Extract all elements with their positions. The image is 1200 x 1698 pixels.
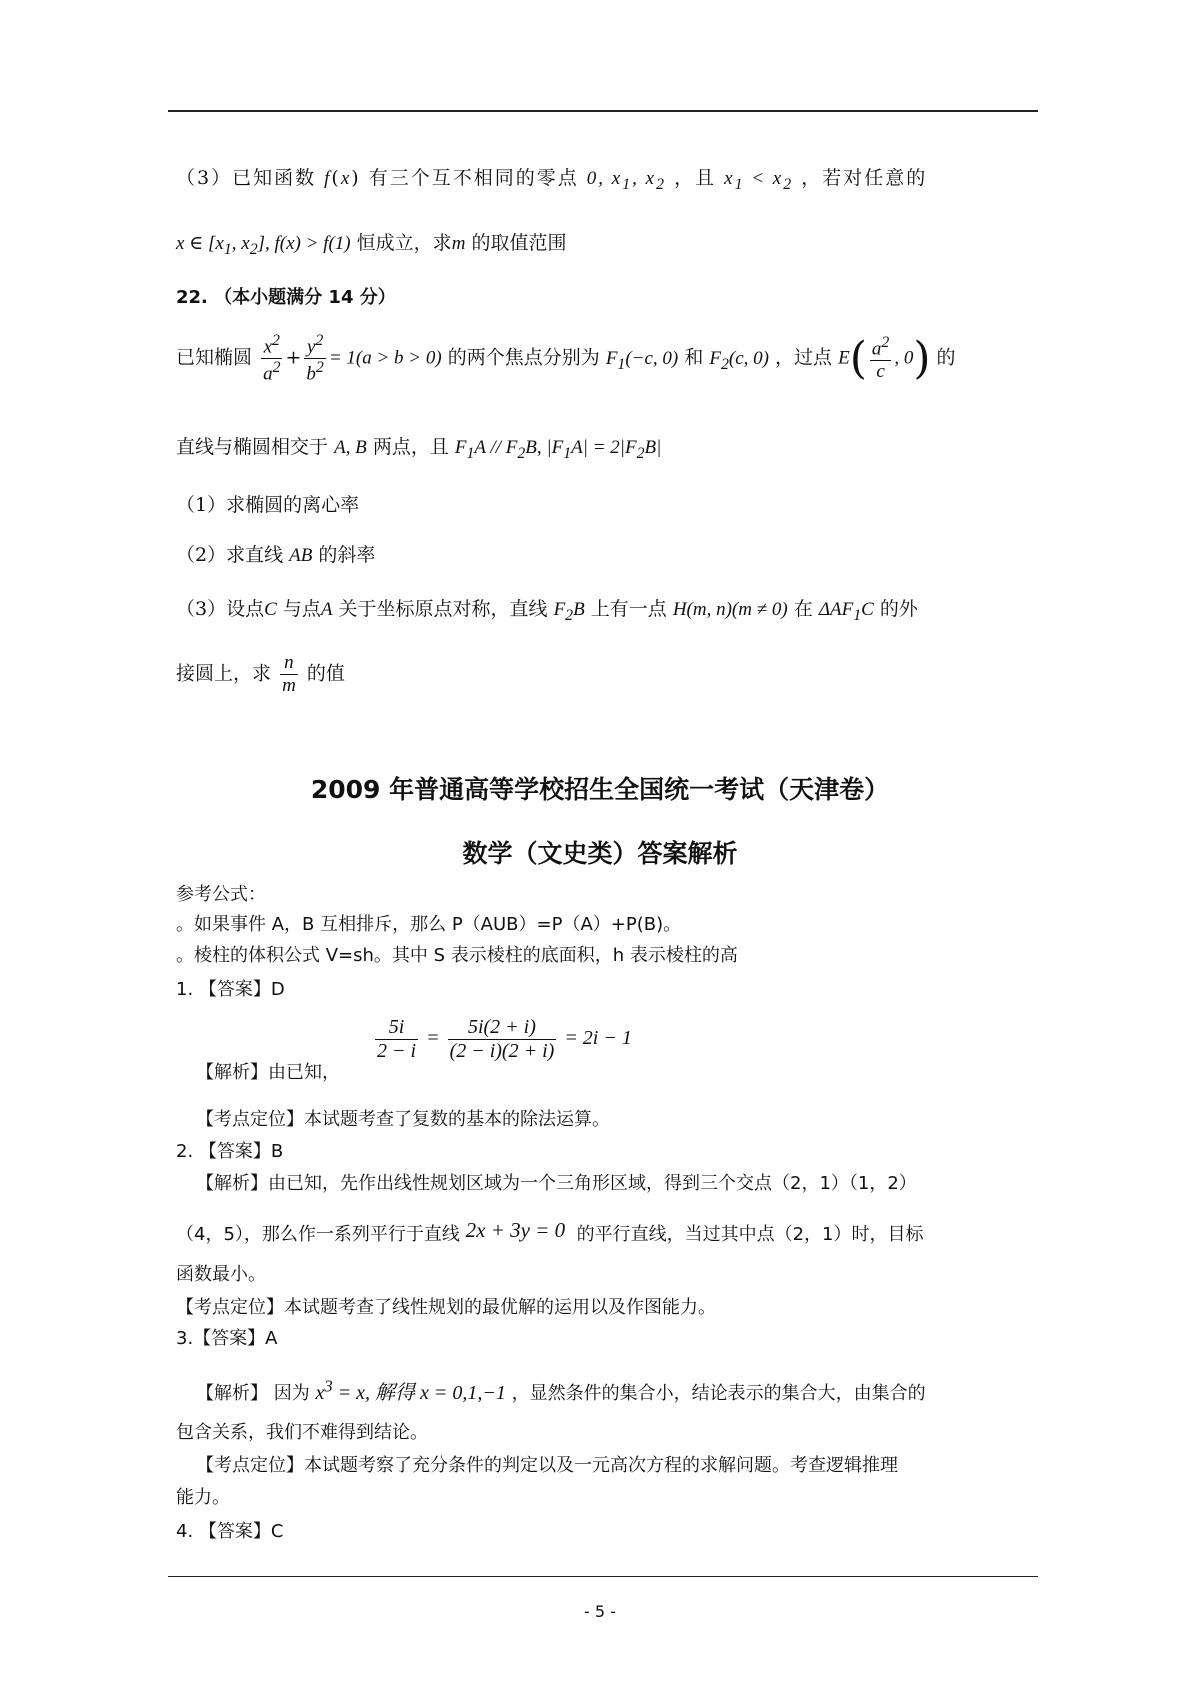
answer-3-point-2: 能力。	[176, 1487, 230, 1508]
math-triangle: $\Delta AF_1C$	[818, 599, 874, 624]
frac-a2-c: $\frac{a^2}{c}$	[871, 334, 890, 383]
math-x1-lt-x2: $x_1 < x_2$	[724, 168, 794, 193]
q22-part1: （1）求椭圆的离心率	[176, 494, 360, 516]
footer-rule	[168, 1576, 1038, 1577]
math-zeros: 0, $x_1$, $x_2$	[586, 168, 667, 193]
math-E: E	[838, 347, 850, 369]
math-parallel: $F_1A // F_2B$, $|F_1A| = 2|F_2B|$	[454, 437, 662, 462]
answer-2: 2. 【答案】B	[176, 1141, 284, 1162]
ref-heading: 参考公式：	[176, 884, 266, 905]
math-AB: A, B	[334, 437, 367, 458]
answer-1: 1. 【答案】D	[176, 979, 285, 1000]
q22-heading: 22. （本小题满分 14 分）	[176, 287, 396, 308]
answer-3: 3.【答案】A	[176, 1328, 278, 1349]
ref-formula-2: 。棱柱的体积公式 V=sh。其中 S 表示棱柱的底面积，h 表示棱柱的高	[176, 945, 738, 966]
q21-part3-line2: x ∈ [$x_1$, $x_2$], f(x) > f(1) 恒成立，求m 的取值范围	[176, 232, 567, 258]
answer-3-analysis-1: 【解析】 因为 $x^3 = x$, 解得 x = 0,1,−1 ，显然条件的集合小，结论表示的集合大，由集合的	[196, 1376, 926, 1404]
math-H: H(m, n)(m ≠ 0)	[672, 599, 788, 620]
q22-part2: （2）求直线 AB 的斜率	[176, 544, 376, 566]
answer-3-analysis-2: 包含关系，我们不难得到结论。	[176, 1422, 428, 1443]
q21-part3-line1: （3）已知函数 f(x) 有三个互不相同的零点 0, $x_1$, $x_2$ ，且 $x_1 < x_2$ ，若对任意的	[176, 167, 928, 193]
math-x3: $x^3 = x$, 解得 x = 0,1,−1	[315, 1376, 506, 1404]
answer-subtitle: 数学（文史类）答案解析	[462, 839, 738, 868]
q22-line2: 直线与椭圆相交于 A, B 两点，且 $F_1A // F_2B$, $|F_1A| = 2|F_2B|$	[176, 436, 662, 462]
answer-2-analysis-3: 函数最小。	[176, 1264, 266, 1285]
ref-formula-1: 。如果事件 A，B 互相排斥，那么 P（AUB）=P（A）+P(B)。	[176, 914, 682, 935]
answer-3-point-1: 【考点定位】本试题考察了充分条件的判定以及一元高次方程的求解问题。考查逻辑推理	[196, 1455, 898, 1476]
math-fx: f	[324, 168, 332, 189]
answer-2-analysis-2: （4，5），那么作一系列平行于直线 2x + 3y = 0 的平行直线，当过其中点（2，1）时，目标	[176, 1218, 924, 1245]
answer-2-point: 【考点定位】本试题考查了线性规划的最优解的运用以及作图能力。	[176, 1297, 716, 1318]
math-F2: $F_2(c$, 0)	[709, 347, 769, 373]
answer-4: 4. 【答案】C	[176, 1521, 284, 1542]
q22-part3: （3）设点C 与点A 关于坐标原点对称，直线 $F_2B$ 上有一点 H(m, n)(m ≠ 0) 在 $\Delta AF_1C$ 的外	[176, 598, 918, 624]
math-condition: x ∈ [$x_1$, $x_2$], f(x) > f(1)	[176, 233, 351, 258]
frac-x2-a2: $\frac{x^2}{a^2}$	[263, 332, 281, 385]
answer-1-point: 【考点定位】本试题考查了复数的基本的除法运算。	[196, 1109, 610, 1130]
math-F1: $F_1(-c$, 0)	[605, 347, 679, 373]
math-line: 2x + 3y = 0	[465, 1218, 566, 1242]
equation-q1: $\frac{5i}{2 - i}$ = $\frac{5i(2 + i)}{(2 - i)(2 + i)}$ = 2i − 1	[377, 1016, 632, 1062]
frac-y2-b2: $\frac{y^2}{b^2}$	[306, 332, 324, 385]
answer-title: 2009 年普通高等学校招生全国统一考试（天津卷）	[310, 775, 890, 804]
answer-2-analysis-1: 【解析】由已知，先作出线性规划区域为一个三角形区域，得到三个交点（2，1）（1，2）	[196, 1173, 917, 1194]
header-rule	[168, 110, 1038, 112]
page-number: - 5 -	[584, 1602, 616, 1621]
q22-line1: 已知椭圆 $\frac{x^2}{a^2}$ + $\frac{y^2}{b^2}$ = 1(a > b > 0) 的两个焦点分别为 $F_1(-c$, 0) 和 $F_2(c$, 0) ，过点 E( $\frac{a^2}{c}$ , 0) 的	[176, 332, 956, 385]
frac-n-m: $\frac{n}{m}$	[282, 652, 296, 696]
q22-part3-cont: 接圆上，求 $\frac{n}{m}$ 的值	[176, 652, 345, 696]
answer-1-analysis: 【解析】由已知，	[196, 1062, 340, 1083]
